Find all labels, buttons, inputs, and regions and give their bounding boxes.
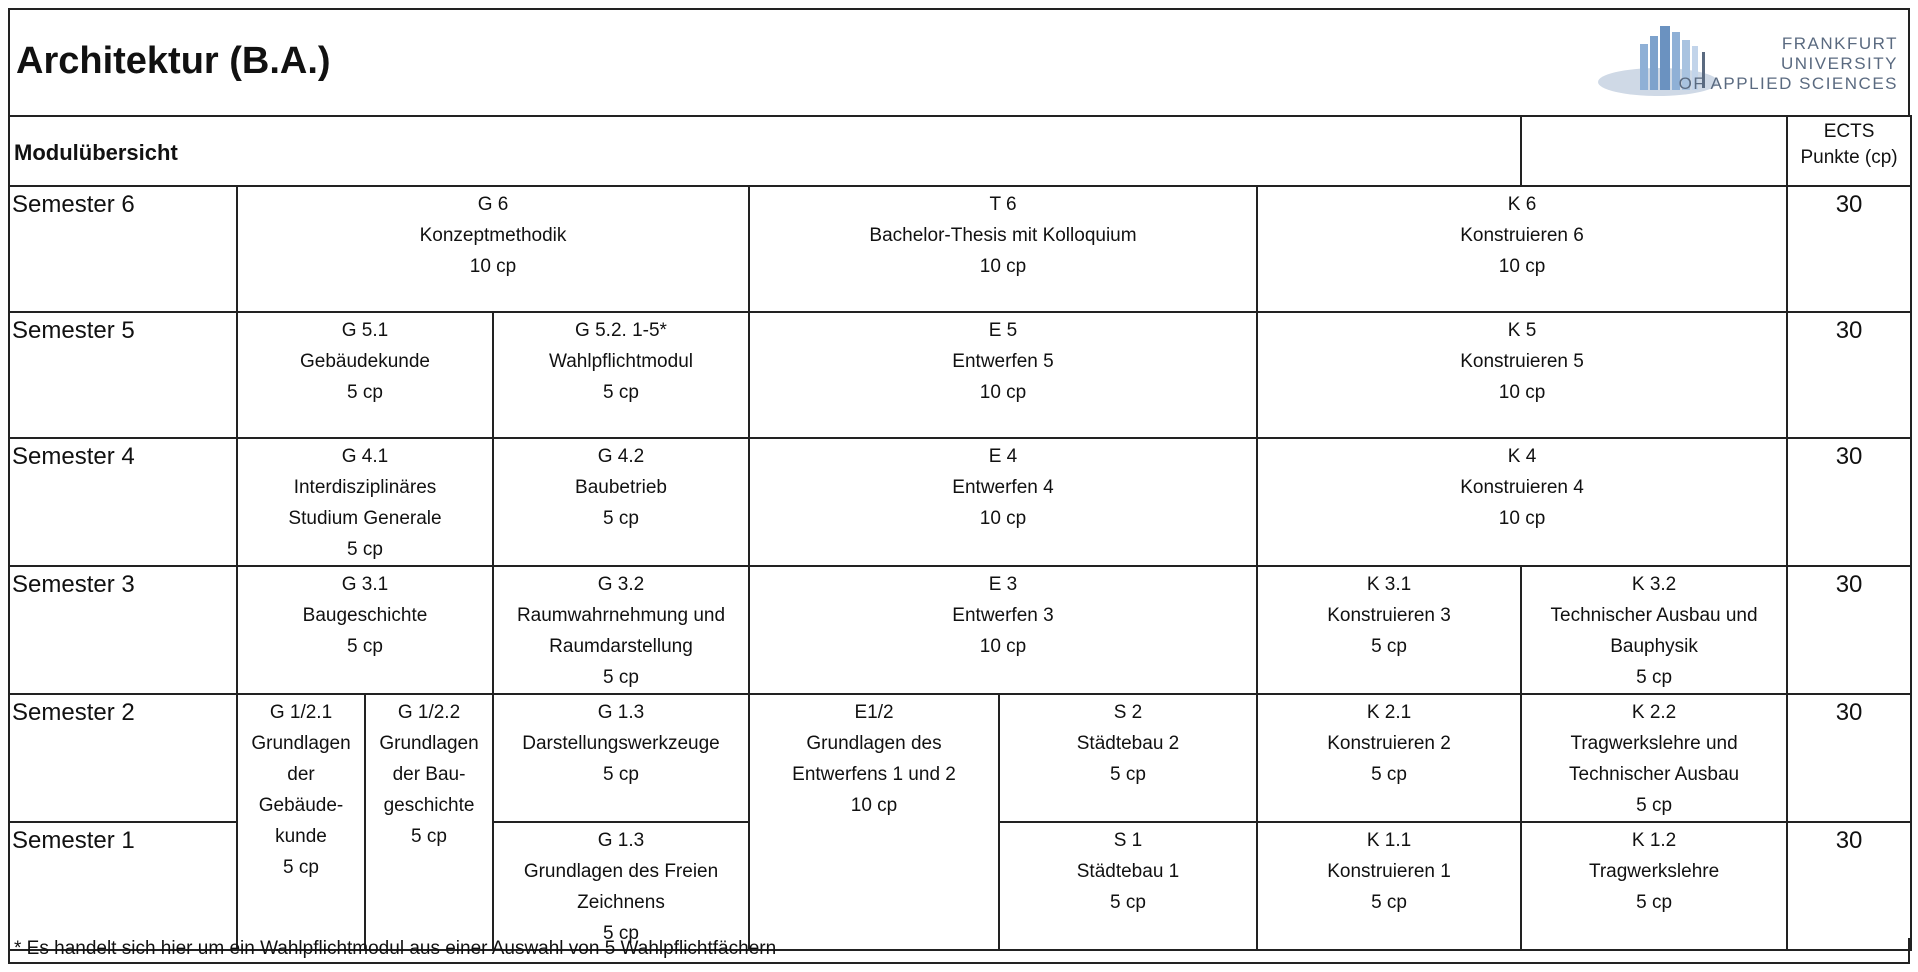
table-heading: Modulübersicht [9,116,1521,186]
module-title: Grundlagen [379,733,479,754]
module-title: Raumdarstellung [549,636,693,657]
module-credits: 5 cp [603,923,639,944]
module-title: Konstruieren 2 [1327,733,1451,754]
module-title: Bauphysik [1610,636,1698,657]
module-title: Entwerfen 4 [952,477,1054,498]
semester-ects: 30 [1787,312,1911,438]
module-cell-g51 [237,312,493,438]
module-cell-g122 [365,694,493,950]
module-title: Entwerfen 5 [952,351,1054,372]
module-credits: 10 cp [979,382,1027,403]
module-credits: 5 cp [411,826,447,847]
semester-ects: 30 [1787,694,1911,822]
module-overview-sheet [8,8,1910,964]
module-title: Technischer Ausbau [1569,764,1740,785]
page-header [8,8,1910,115]
module-title: Wahlpflichtmodul [549,351,693,372]
module-cell-k21 [1257,694,1521,822]
module-title: Baugeschichte [302,605,428,626]
module-credits: 10 cp [1498,382,1546,403]
module-title: Darstellungswerkzeuge [522,733,720,754]
module-title: Interdisziplinäres [293,477,437,498]
semester-label: Semester 1 [9,822,237,950]
module-code: G 1/2.1 [269,702,333,723]
module-credits: 10 cp [979,508,1027,529]
module-credits: 5 cp [1636,892,1673,913]
module-cell-g41 [237,438,493,566]
module-code: G 1.3 [597,830,645,851]
module-credits: 5 cp [283,857,319,878]
module-title: Konstruieren 1 [1327,861,1451,882]
semester-label: Semester 3 [9,566,237,694]
page-title: Architektur (B.A.) [16,40,331,82]
ects-heading-line-2: Punkte (cp) [1800,147,1898,168]
module-title: Bachelor-Thesis mit Kolloquium [869,225,1137,246]
module-title: Konstruieren 5 [1460,351,1584,372]
module-code: K 2.2 [1631,702,1677,723]
semester-row-5 [9,312,1911,438]
module-credits: 10 cp [979,256,1027,277]
module-code: K 3.1 [1366,574,1412,595]
module-title: Grundlagen [251,733,351,754]
module-credits: 5 cp [603,508,639,529]
logo-text [1679,34,1898,94]
module-title: Grundlagen des Freien [523,861,719,882]
module-cell-g31 [237,566,493,694]
semester-label: Semester 2 [9,694,237,822]
module-cell-k31 [1257,566,1521,694]
module-code: G 1.3 [597,702,645,723]
module-credits: 10 cp [850,795,898,816]
module-title: Gebäudekunde [300,351,430,372]
table-header-row [9,116,1911,186]
module-cell-e12 [749,694,999,950]
module-title: Konstruieren 6 [1460,225,1584,246]
module-cell-t6 [749,186,1257,312]
logo-line-1: FRANKFURT [1781,34,1898,53]
module-credits: 10 cp [1498,256,1546,277]
module-title: kunde [275,826,327,847]
module-cell-e3 [749,566,1257,694]
module-credits: 10 cp [979,636,1027,657]
semester-row-6 [9,186,1911,312]
module-credits: 5 cp [1636,667,1673,688]
module-cell-k5 [1257,312,1787,438]
semester-row-4 [9,438,1911,566]
logo-line-3: OF APPLIED SCIENCES [1678,74,1898,93]
module-title: Konstruieren 3 [1327,605,1451,626]
logo-line-2: UNIVERSITY [1780,54,1898,73]
module-credits: 5 cp [1371,636,1407,657]
module-cell-e5 [749,312,1257,438]
module-cell-g6 [237,186,749,312]
module-code: K 1.1 [1366,830,1412,851]
module-code: E1/2 [854,702,894,723]
module-title: der [287,764,315,785]
ects-heading [1787,116,1911,186]
module-code: K 6 [1507,194,1537,215]
module-credits: 5 cp [347,382,383,403]
module-credits: 5 cp [1110,892,1146,913]
semester-label: Semester 6 [9,186,237,312]
module-code: G 5.2. 1-5* [575,320,667,341]
module-title: der Bau- [392,764,466,785]
module-credits: 10 cp [1498,508,1546,529]
module-title: Grundlagen des [806,733,942,754]
university-logo [1598,16,1898,108]
module-cell-g42 [493,438,749,566]
module-code: T 6 [989,194,1017,215]
module-code: S 1 [1113,830,1143,851]
module-cell-k12 [1521,822,1787,950]
ects-heading-line-1: ECTS [1823,121,1875,142]
module-credits: 10 cp [469,256,517,277]
semester-label: Semester 4 [9,438,237,566]
module-cell-s1 [999,822,1257,950]
module-credits: 5 cp [603,382,639,403]
module-credits: 5 cp [1371,892,1407,913]
module-credits: 5 cp [1110,764,1146,785]
module-table [8,115,1912,951]
semester-ects: 30 [1787,822,1911,950]
module-cell-k4 [1257,438,1787,566]
module-cell-g13-zeichnen [493,822,749,950]
module-code: G 5.1 [341,320,389,341]
module-title: Entwerfen 3 [952,605,1054,626]
module-cell-e4 [749,438,1257,566]
semester-ects: 30 [1787,438,1911,566]
module-credits: 5 cp [347,539,383,560]
semester-ects: 30 [1787,186,1911,312]
module-credits: 5 cp [1371,764,1407,785]
module-code: G 6 [477,194,509,215]
module-code: K 5 [1507,320,1537,341]
module-title: Konzeptmethodik [419,225,567,246]
module-title: Städtebau 1 [1076,861,1180,882]
module-code: G 4.2 [597,446,645,467]
module-title: Gebäude- [258,795,344,816]
module-title: geschichte [383,795,475,816]
module-title: Städtebau 2 [1076,733,1180,754]
module-code: E 5 [988,320,1018,341]
footnote: * Es handelt sich hier um ein Wahlpflichtmodul aus einer Auswahl von 5 Wahlpflichtfächern [8,938,1910,964]
module-cell-g13-darstellung [493,694,749,822]
module-code: K 1.2 [1631,830,1677,851]
module-title: Studium Generale [288,508,442,529]
module-cell-g52 [493,312,749,438]
module-title: Konstruieren 4 [1460,477,1584,498]
semester-label: Semester 5 [9,312,237,438]
module-title: Tragwerkslehre und [1570,733,1738,754]
module-code: E 3 [988,574,1018,595]
semester-row-3 [9,566,1911,694]
module-title: Technischer Ausbau und [1550,605,1758,626]
module-cell-g121 [237,694,365,950]
module-code: S 2 [1113,702,1143,723]
module-title: Raumwahrnehmung und [516,605,726,626]
module-credits: 5 cp [347,636,383,657]
module-cell-k22 [1521,694,1787,822]
module-credits: 5 cp [603,667,639,688]
module-cell-k11 [1257,822,1521,950]
module-code: G 4.1 [341,446,389,467]
module-code: K 3.2 [1631,574,1677,595]
module-cell-g32 [493,566,749,694]
module-title: Zeichnens [577,892,665,913]
semester-row-2 [9,694,1911,822]
module-code: G 1/2.2 [397,702,461,723]
module-title: Baubetrieb [575,477,667,498]
module-credits: 5 cp [1636,795,1673,816]
module-cell-k6 [1257,186,1787,312]
semester-ects: 30 [1787,566,1911,694]
module-code: E 4 [988,446,1018,467]
module-code: G 3.2 [597,574,645,595]
module-credits: 5 cp [603,764,639,785]
table-header-empty-cell [1521,116,1787,186]
module-title: Tragwerkslehre [1588,861,1720,882]
module-code: K 2.1 [1366,702,1412,723]
module-cell-k32 [1521,566,1787,694]
module-code: G 3.1 [341,574,389,595]
module-code: K 4 [1507,446,1537,467]
module-title: Entwerfens 1 und 2 [792,764,956,785]
module-cell-s2 [999,694,1257,822]
